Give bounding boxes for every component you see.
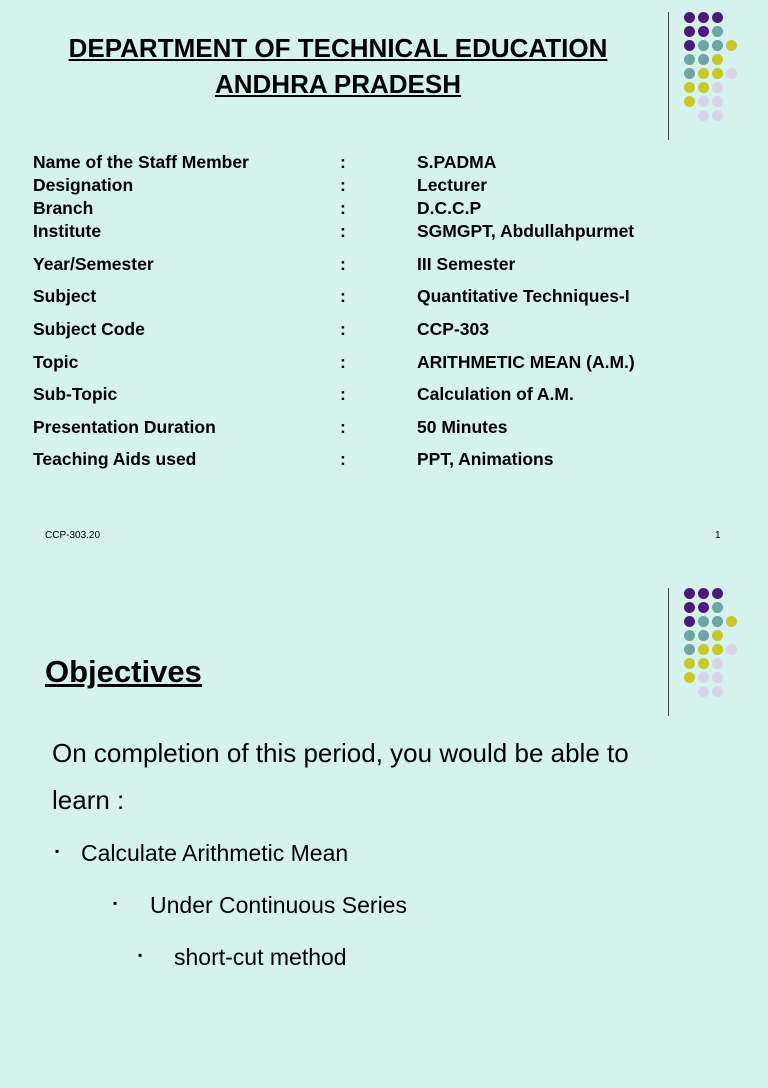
info-value: D.C.C.P [417, 198, 482, 218]
bullet-square-icon: ▪ [113, 896, 118, 910]
teal-dot [698, 616, 709, 627]
bullet-text: short-cut method [174, 944, 347, 970]
info-separator: : [340, 152, 346, 172]
info-value: SGMGPT, Abdullahpurmet [417, 221, 635, 241]
lavender-dot [712, 82, 723, 93]
lavender-dot [726, 68, 737, 79]
purple-dot [712, 588, 723, 599]
info-label: Presentation Duration [33, 417, 216, 437]
yellow-dot [726, 616, 737, 627]
info-separator: : [340, 286, 346, 306]
bullet-square-icon: ▪ [138, 948, 143, 962]
lavender-dot [698, 96, 709, 107]
yellow-dot [698, 658, 709, 669]
slide-page-number: 1 [715, 530, 721, 541]
purple-dot [684, 26, 695, 37]
info-value: Quantitative Techniques-I [417, 286, 630, 306]
lavender-dot [712, 96, 723, 107]
lavender-dot [726, 644, 737, 655]
purple-dot [684, 40, 695, 51]
info-label: Name of the Staff Member [33, 152, 249, 172]
bullet-text: Under Continuous Series [150, 892, 407, 918]
teal-dot [712, 602, 723, 613]
info-value: PPT, Animations [417, 449, 554, 469]
lavender-dot [712, 658, 723, 669]
yellow-dot [684, 658, 695, 669]
teal-dot [698, 630, 709, 641]
bullet-text: Calculate Arithmetic Mean [81, 840, 349, 866]
divider-line [668, 588, 669, 716]
info-separator: : [340, 319, 346, 339]
yellow-dot [712, 54, 723, 65]
purple-dot [684, 12, 695, 23]
info-label: Designation [33, 175, 134, 195]
info-label: Sub-Topic [33, 384, 118, 404]
purple-dot [698, 588, 709, 599]
info-value: CCP-303 [417, 319, 489, 339]
slide-footer-code: CCP-303.20 [45, 530, 101, 541]
purple-dot [684, 588, 695, 599]
yellow-dot [684, 96, 695, 107]
yellow-dot [698, 68, 709, 79]
lavender-dot [712, 672, 723, 683]
objectives-heading: Objectives [45, 654, 202, 689]
teal-dot [684, 644, 695, 655]
lavender-dot [698, 686, 709, 697]
info-label: Subject [33, 286, 97, 306]
info-label: Year/Semester [33, 254, 154, 274]
page-title-line-1: DEPARTMENT OF TECHNICAL EDUCATION [68, 33, 608, 63]
purple-dot [698, 602, 709, 613]
yellow-dot [684, 672, 695, 683]
purple-dot [684, 602, 695, 613]
yellow-dot [712, 630, 723, 641]
info-label: Subject Code [33, 319, 145, 339]
info-value: 50 Minutes [417, 417, 508, 437]
teal-dot [684, 54, 695, 65]
purple-dot [684, 616, 695, 627]
info-label: Branch [33, 198, 94, 218]
info-separator: : [340, 175, 346, 195]
lavender-dot [698, 110, 709, 121]
purple-dot [712, 12, 723, 23]
lavender-dot [712, 110, 723, 121]
teal-dot [712, 616, 723, 627]
teal-dot [712, 26, 723, 37]
info-value: Calculation of A.M. [417, 384, 574, 404]
teal-dot [684, 630, 695, 641]
yellow-dot [684, 82, 695, 93]
info-separator: : [340, 449, 346, 469]
yellow-dot [698, 644, 709, 655]
teal-dot [698, 54, 709, 65]
info-separator: : [340, 352, 346, 372]
info-value: III Semester [417, 254, 516, 274]
info-label: Teaching Aids used [33, 449, 197, 469]
purple-dot [698, 12, 709, 23]
purple-dot [698, 26, 709, 37]
bullet-square-icon: ▪ [55, 844, 60, 858]
slide-1 [0, 0, 768, 541]
info-value: S.PADMA [417, 152, 497, 172]
yellow-dot [698, 82, 709, 93]
info-separator: : [340, 221, 346, 241]
yellow-dot [726, 40, 737, 51]
slide-2 [0, 576, 768, 1088]
info-separator: : [340, 417, 346, 437]
yellow-dot [712, 68, 723, 79]
lavender-dot [712, 686, 723, 697]
info-label: Institute [33, 221, 102, 241]
yellow-dot [712, 644, 723, 655]
teal-dot [698, 40, 709, 51]
info-separator: : [340, 254, 346, 274]
lavender-dot [698, 672, 709, 683]
info-label: Topic [33, 352, 79, 372]
info-separator: : [340, 384, 346, 404]
teal-dot [712, 40, 723, 51]
info-value: ARITHMETIC MEAN (A.M.) [417, 352, 635, 372]
info-value: Lecturer [417, 175, 488, 195]
teal-dot [684, 68, 695, 79]
info-separator: : [340, 198, 346, 218]
objectives-intro: On completion of this period, you would be able to learn : [52, 738, 629, 815]
page-title-line-2: ANDHRA PRADESH [214, 69, 462, 99]
